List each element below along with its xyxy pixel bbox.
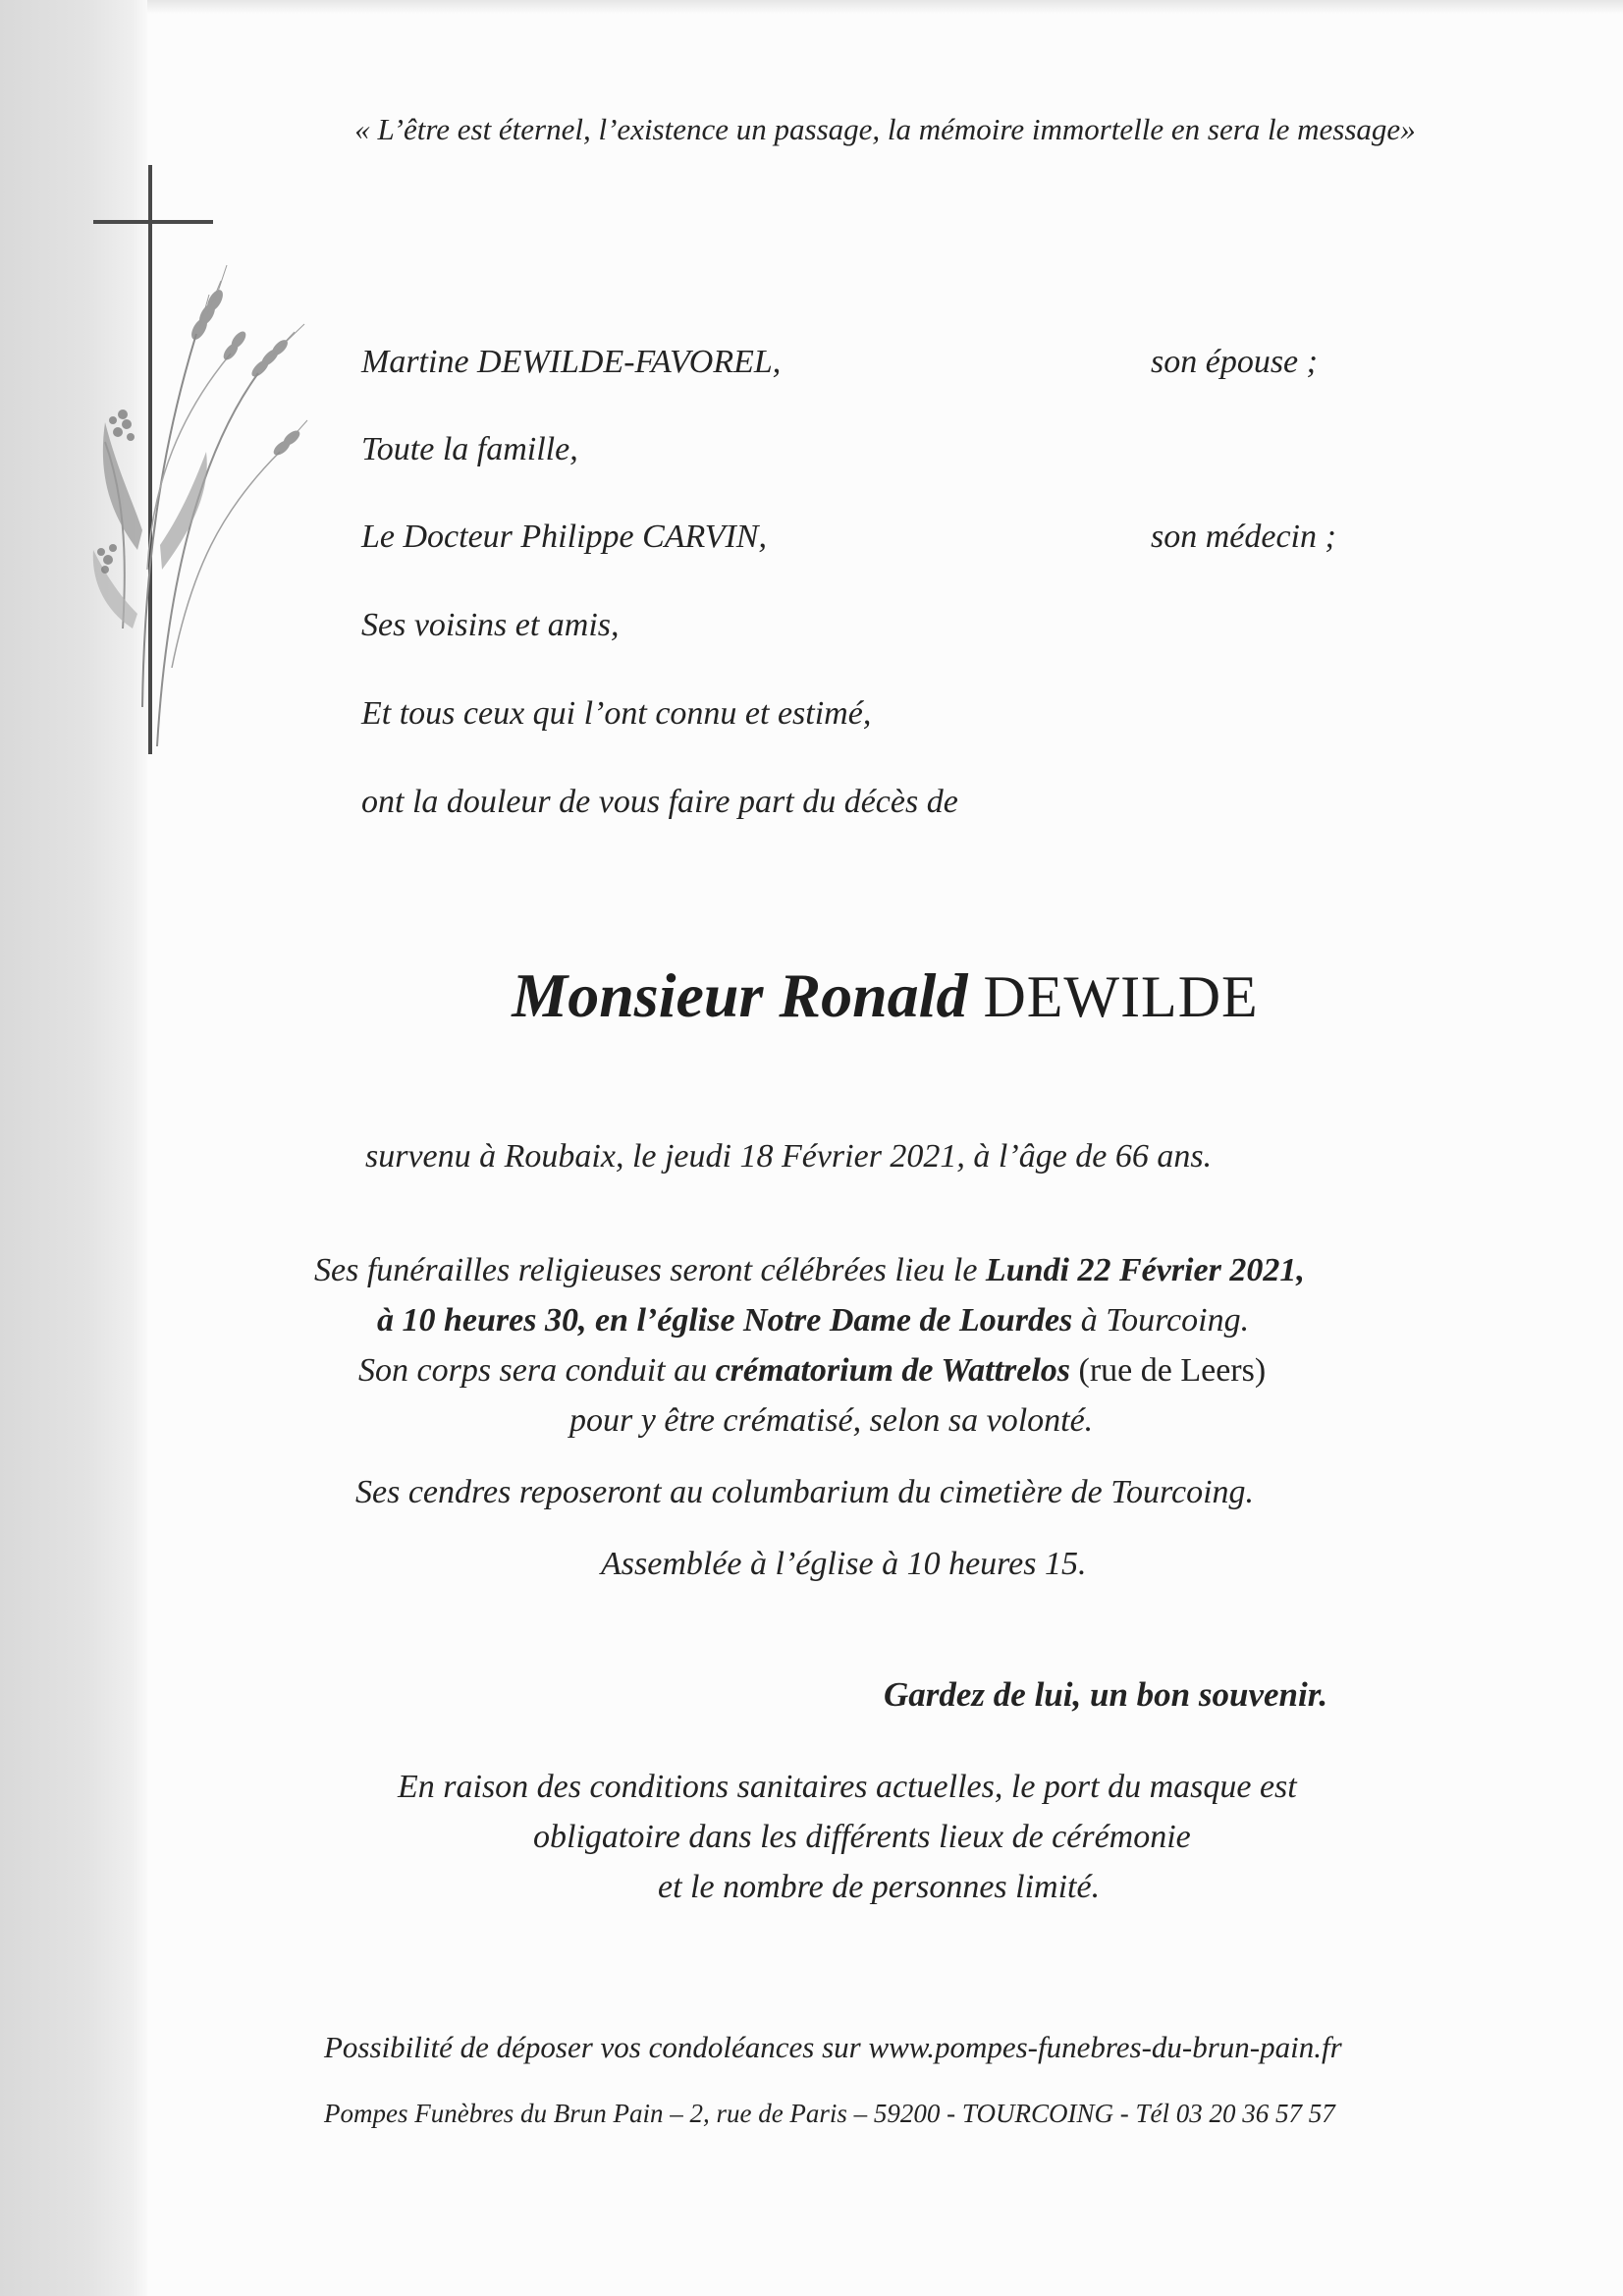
funeral-line-2 [377,1301,1249,1340]
funeral-line-1-text: Ses funérailles religieuses seront célébrées lieu le [314,1252,986,1288]
family-member-name: Ses voisins et amis, [361,607,620,643]
ashes-info: Ses cendres reposeront au columbarium du cimetière de Tourcoing. [355,1474,1255,1510]
funeral-line-3 [358,1351,1266,1391]
family-member-name: Et tous ceux qui l’ont connu et estimé, [361,695,872,732]
family-member-name: Toute la famille, [361,431,578,467]
death-info: survenu à Roubaix, le jeudi 18 Février 2021, à l’âge de 66 ans. [365,1138,1213,1175]
funeral-line-3-text: Son corps sera conduit au [358,1352,716,1389]
funeral-line-1 [314,1251,1305,1290]
family-member-name: Le Docteur Philippe CARVIN, [361,519,767,555]
deceased-title: Monsieur Ronald [512,960,968,1030]
souvenir-line: Gardez de lui, un bon souvenir. [884,1675,1328,1714]
funeral-home-footer: Pompes Funèbres du Brun Pain – 2, rue de Paris – 59200 - TOURCOING - Tél 03 20 36 57 57 [324,2099,1335,2128]
cross-with-wheat-icon [83,157,309,756]
funeral-line-4: pour y être crématisé, selon sa volonté. [569,1402,1094,1439]
family-member-name: Martine DEWILDE-FAVOREL, [361,344,782,380]
deceased-name [147,960,1623,1032]
family-member-role: son médecin ; [1151,519,1336,555]
deceased-surname: DEWILDE [983,964,1259,1029]
assembly-info: Assemblée à l’église à 10 heures 15. [601,1546,1087,1582]
family-member-role: son épouse ; [1151,344,1318,380]
funeral-line-2-text: à Tourcoing. [1072,1302,1250,1339]
funeral-date: Lundi 22 Février 2021, [985,1252,1305,1288]
epigraph-quote: « L’être est éternel, l’existence un passage, la mémoire immortelle en sera le message» [354,112,1416,146]
sanitary-line: En raison des conditions sanitaires actuelles, le port du masque est [398,1769,1297,1805]
condolences-line: Possibilité de déposer vos condoléances sur www.pompes-funebres-du-brun-pain.fr [324,2030,1342,2064]
sanitary-line: obligatoire dans les différents lieux de cérémonie [533,1819,1191,1855]
crematorium-address: (rue de Leers) [1070,1352,1267,1389]
crematorium-name: crématorium de Wattrelos [715,1352,1071,1389]
sanitary-line: et le nombre de personnes limité. [658,1869,1101,1905]
funeral-time-place: à 10 heures 30, en l’église Notre Dame de Lourdes [377,1302,1073,1339]
scan-top-shadow [147,0,1623,14]
announcement-line: ont la douleur de vous faire part du décès de [361,784,958,820]
